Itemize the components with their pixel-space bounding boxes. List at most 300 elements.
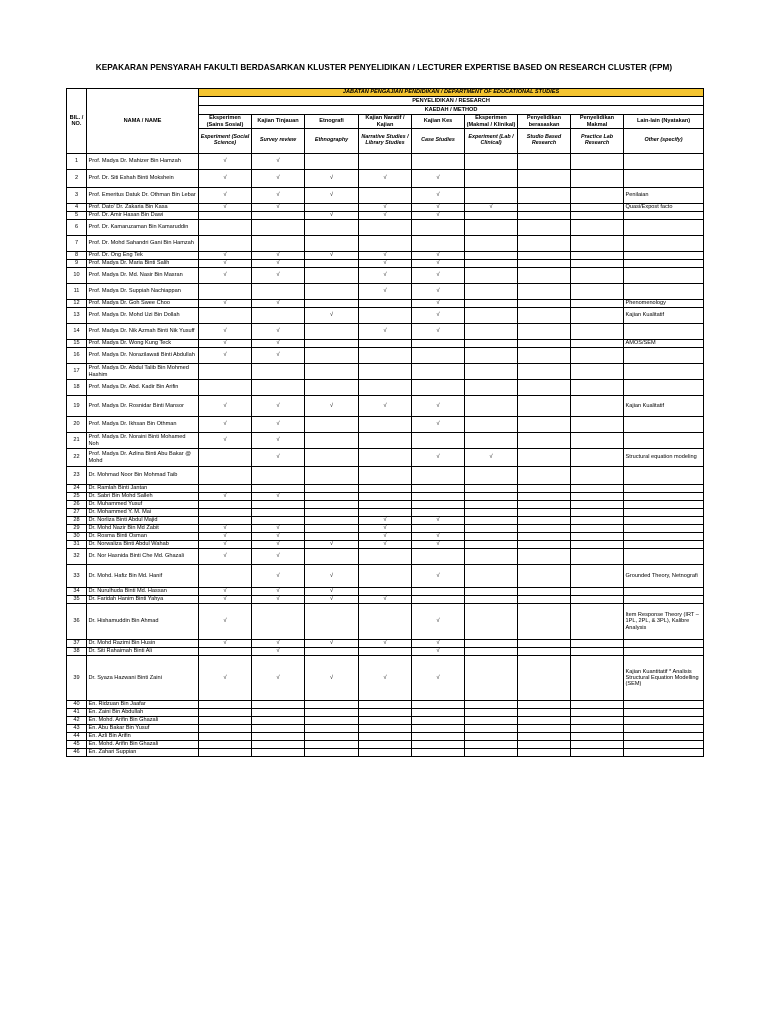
other-method-note xyxy=(624,533,704,541)
method-column-header-en: Other (specify) xyxy=(624,129,704,154)
method-cell xyxy=(571,733,624,741)
table-row xyxy=(67,656,704,701)
method-cell: √ xyxy=(359,533,412,541)
method-cell xyxy=(571,725,624,733)
method-cell: √ xyxy=(412,517,465,525)
method-column-header-en: Ethnography xyxy=(305,129,359,154)
method-cell xyxy=(412,749,465,757)
row-number: 9 xyxy=(67,260,87,268)
method-cell xyxy=(518,565,571,588)
other-method-note xyxy=(624,549,704,565)
lecturer-name: En. Ridzuan Bin Jaafar xyxy=(87,701,199,709)
method-cell xyxy=(571,170,624,188)
method-cell: √ xyxy=(412,541,465,549)
method-cell xyxy=(412,485,465,493)
other-method-note xyxy=(624,268,704,284)
row-number: 17 xyxy=(67,364,87,380)
lecturer-name: Prof. Madya Dr. Goh Swee Choo xyxy=(87,300,199,308)
method-cell xyxy=(412,340,465,348)
method-cell: √ xyxy=(199,588,252,596)
method-cell: √ xyxy=(252,640,305,648)
method-cell xyxy=(518,501,571,509)
other-method-note: Kajian Kualitatif xyxy=(624,396,704,417)
method-cell xyxy=(305,380,359,396)
method-cell xyxy=(518,380,571,396)
method-cell xyxy=(305,485,359,493)
method-cell: √ xyxy=(252,549,305,565)
method-cell xyxy=(305,549,359,565)
row-number: 32 xyxy=(67,549,87,565)
other-method-note xyxy=(624,170,704,188)
method-cell xyxy=(305,709,359,717)
row-number: 8 xyxy=(67,252,87,260)
method-cell xyxy=(518,433,571,449)
method-cell xyxy=(571,236,624,252)
method-cell xyxy=(199,449,252,467)
row-number: 31 xyxy=(67,541,87,549)
other-method-note xyxy=(624,417,704,433)
method-cell: √ xyxy=(252,449,305,467)
method-cell xyxy=(571,525,624,533)
table-row xyxy=(67,640,704,648)
method-cell: √ xyxy=(199,525,252,533)
method-cell: √ xyxy=(305,596,359,604)
method-cell xyxy=(518,588,571,596)
method-cell: √ xyxy=(359,252,412,260)
method-cell xyxy=(571,380,624,396)
lecturer-name: Prof. Madya Dr. Rosnidar Binti Mansor xyxy=(87,396,199,417)
method-cell xyxy=(305,648,359,656)
method-cell xyxy=(359,433,412,449)
lecturer-name: Dr. Nor Hasnida Binti Che Md. Ghazali xyxy=(87,549,199,565)
method-cell xyxy=(305,364,359,380)
lecturer-name: Prof. Madya Dr. Mahizer Bin Hamzah xyxy=(87,154,199,170)
method-column-header: Penyelidikan Makmal xyxy=(571,115,624,129)
row-number: 21 xyxy=(67,433,87,449)
method-cell: √ xyxy=(359,517,412,525)
row-number: 18 xyxy=(67,380,87,396)
method-cell xyxy=(518,236,571,252)
lecturer-name: Prof. Madya Dr. Ikhsan Bin Othman xyxy=(87,417,199,433)
row-number: 26 xyxy=(67,501,87,509)
method-cell xyxy=(412,596,465,604)
method-cell xyxy=(518,596,571,604)
method-cell: √ xyxy=(252,493,305,501)
method-cell xyxy=(252,212,305,220)
method-cell xyxy=(305,340,359,348)
method-cell xyxy=(571,709,624,717)
method-cell xyxy=(465,396,518,417)
method-cell xyxy=(412,220,465,236)
other-method-note xyxy=(624,324,704,340)
method-cell xyxy=(465,701,518,709)
method-column-header: Kajian Kes xyxy=(412,115,465,129)
row-number: 44 xyxy=(67,733,87,741)
method-cell: √ xyxy=(199,154,252,170)
method-cell xyxy=(571,604,624,640)
method-cell: √ xyxy=(305,396,359,417)
method-cell xyxy=(518,212,571,220)
method-cell xyxy=(305,741,359,749)
method-cell xyxy=(359,220,412,236)
method-cell xyxy=(465,541,518,549)
table-row xyxy=(67,541,704,549)
table-row xyxy=(67,300,704,308)
method-cell: √ xyxy=(252,596,305,604)
method-cell xyxy=(199,364,252,380)
method-cell: √ xyxy=(359,541,412,549)
lecturer-name: Dr. Ramlah Binti Jantan xyxy=(87,485,199,493)
method-cell xyxy=(359,501,412,509)
lecturer-name: Dr. Mohmad Noor Bin Mohmad Taib xyxy=(87,467,199,485)
method-cell xyxy=(199,212,252,220)
method-cell: √ xyxy=(412,308,465,324)
method-cell xyxy=(571,396,624,417)
method-cell: √ xyxy=(359,396,412,417)
method-cell: √ xyxy=(199,204,252,212)
method-cell xyxy=(199,308,252,324)
method-cell xyxy=(518,188,571,204)
method-column-header-en: Survey review xyxy=(252,129,305,154)
row-number: 1 xyxy=(67,154,87,170)
method-cell xyxy=(518,284,571,300)
row-number: 22 xyxy=(67,449,87,467)
other-method-note xyxy=(624,717,704,725)
method-cell xyxy=(571,501,624,509)
row-number: 39 xyxy=(67,656,87,701)
method-cell: √ xyxy=(252,656,305,701)
method-cell xyxy=(359,701,412,709)
method-cell xyxy=(252,380,305,396)
method-cell xyxy=(199,284,252,300)
row-number: 46 xyxy=(67,749,87,757)
method-cell xyxy=(305,749,359,757)
table-row xyxy=(67,588,704,596)
other-method-note xyxy=(624,648,704,656)
other-method-note: Penilaian xyxy=(624,188,704,204)
method-cell xyxy=(518,656,571,701)
lecturer-name: En. Zahari Suppian xyxy=(87,749,199,757)
lecturer-name: En. Azli Bin Arifin xyxy=(87,733,199,741)
method-cell: √ xyxy=(252,525,305,533)
method-cell xyxy=(359,733,412,741)
method-cell xyxy=(571,509,624,517)
method-cell xyxy=(571,433,624,449)
table-row xyxy=(67,252,704,260)
method-cell xyxy=(465,236,518,252)
method-cell xyxy=(465,170,518,188)
method-cell xyxy=(571,485,624,493)
table-row xyxy=(67,220,704,236)
lecturer-name: En. Zaini Bin Abdullah xyxy=(87,709,199,717)
other-method-note xyxy=(624,709,704,717)
method-cell xyxy=(359,308,412,324)
method-cell xyxy=(412,741,465,749)
lecturer-name: Prof. Madya Dr. Norazilawati Binti Abdullah xyxy=(87,348,199,364)
method-cell: √ xyxy=(359,212,412,220)
method-cell xyxy=(305,154,359,170)
method-cell xyxy=(465,433,518,449)
method-cell xyxy=(571,220,624,236)
method-cell xyxy=(571,348,624,364)
table-row xyxy=(67,517,704,525)
method-cell: √ xyxy=(252,541,305,549)
method-cell xyxy=(518,604,571,640)
method-cell: √ xyxy=(252,154,305,170)
method-cell xyxy=(252,709,305,717)
other-method-note xyxy=(624,749,704,757)
table-row xyxy=(67,396,704,417)
other-method-note xyxy=(624,725,704,733)
method-cell xyxy=(571,154,624,170)
method-cell: √ xyxy=(359,596,412,604)
lecturer-name: Dr. Siti Rahaimah Binti Ali xyxy=(87,648,199,656)
table-row xyxy=(67,324,704,340)
method-cell xyxy=(518,648,571,656)
method-cell xyxy=(518,417,571,433)
method-cell: √ xyxy=(252,533,305,541)
method-column-header: Eksperimen (Makmal / Klinikal) xyxy=(465,115,518,129)
method-cell: √ xyxy=(199,324,252,340)
method-column-header: Lain-lain (Nyatakan) xyxy=(624,115,704,129)
row-number: 40 xyxy=(67,701,87,709)
method-cell xyxy=(305,493,359,501)
expertise-table xyxy=(66,88,704,757)
method-cell xyxy=(252,733,305,741)
method-cell xyxy=(305,417,359,433)
method-cell: √ xyxy=(252,433,305,449)
method-cell xyxy=(518,741,571,749)
table-row xyxy=(67,725,704,733)
method-cell xyxy=(518,725,571,733)
method-cell xyxy=(465,741,518,749)
method-cell: √ xyxy=(199,656,252,701)
method-cell xyxy=(571,417,624,433)
row-number: 45 xyxy=(67,741,87,749)
method-cell: √ xyxy=(305,252,359,260)
method-cell xyxy=(305,300,359,308)
method-cell xyxy=(465,380,518,396)
method-cell: √ xyxy=(359,324,412,340)
lecturer-name: Dr. Mohammed Y. M. Mai xyxy=(87,509,199,517)
table-row xyxy=(67,212,704,220)
method-column-header: Eksperimen (Sains Sosial) xyxy=(199,115,252,129)
method-cell xyxy=(305,268,359,284)
table-row xyxy=(67,467,704,485)
method-cell xyxy=(518,260,571,268)
method-cell: √ xyxy=(199,640,252,648)
row-number: 6 xyxy=(67,220,87,236)
method-cell xyxy=(465,154,518,170)
method-cell xyxy=(199,709,252,717)
method-cell: √ xyxy=(359,525,412,533)
table-row xyxy=(67,509,704,517)
method-cell xyxy=(412,701,465,709)
method-cell: √ xyxy=(252,588,305,596)
method-cell xyxy=(518,533,571,541)
method-cell xyxy=(412,525,465,533)
method-cell: √ xyxy=(359,656,412,701)
method-cell: √ xyxy=(465,449,518,467)
method-cell: √ xyxy=(412,417,465,433)
table-row xyxy=(67,648,704,656)
table-row xyxy=(67,204,704,212)
lecturer-name: Prof. Madya Dr. Nik Azmah Binti Nik Yusuff xyxy=(87,324,199,340)
row-number: 23 xyxy=(67,467,87,485)
method-cell xyxy=(518,709,571,717)
table-row xyxy=(67,701,704,709)
method-cell xyxy=(571,533,624,541)
method-cell xyxy=(412,509,465,517)
method-cell xyxy=(465,749,518,757)
other-method-note xyxy=(624,741,704,749)
table-row xyxy=(67,260,704,268)
method-column-header: Kajian Naratif / Kajian xyxy=(359,115,412,129)
other-method-note xyxy=(624,236,704,252)
method-cell xyxy=(518,549,571,565)
method-cell xyxy=(518,308,571,324)
method-cell xyxy=(252,701,305,709)
method-cell: √ xyxy=(199,596,252,604)
row-number: 16 xyxy=(67,348,87,364)
lecturer-name: Dr. Syaza Hazwani Binti Zaini xyxy=(87,656,199,701)
other-method-note: Structural equation modeling xyxy=(624,449,704,467)
method-cell xyxy=(465,517,518,525)
row-number: 3 xyxy=(67,188,87,204)
method-cell xyxy=(252,467,305,485)
method-cell: √ xyxy=(252,268,305,284)
row-number: 27 xyxy=(67,509,87,517)
other-method-note xyxy=(624,284,704,300)
method-cell: √ xyxy=(465,204,518,212)
row-number: 24 xyxy=(67,485,87,493)
row-number: 19 xyxy=(67,396,87,417)
row-number: 42 xyxy=(67,717,87,725)
method-cell xyxy=(518,364,571,380)
method-cell: √ xyxy=(199,268,252,284)
lecturer-name: Dr. Norwaliza Binti Abdul Wahab xyxy=(87,541,199,549)
table-row xyxy=(67,433,704,449)
method-cell: √ xyxy=(412,648,465,656)
method-cell xyxy=(518,348,571,364)
method-cell xyxy=(571,656,624,701)
method-cell xyxy=(359,588,412,596)
row-number: 7 xyxy=(67,236,87,252)
method-cell: √ xyxy=(412,170,465,188)
method-cell xyxy=(199,741,252,749)
method-cell: √ xyxy=(305,170,359,188)
method-cell: √ xyxy=(412,533,465,541)
method-cell xyxy=(571,717,624,725)
method-cell xyxy=(359,449,412,467)
row-number: 15 xyxy=(67,340,87,348)
method-cell xyxy=(571,340,624,348)
method-cell xyxy=(465,467,518,485)
other-method-note xyxy=(624,212,704,220)
lecturer-name: Dr. Hishamuddin Bin Ahmad xyxy=(87,604,199,640)
method-cell xyxy=(199,220,252,236)
lecturer-name: Dr. Rosma Binti Osman xyxy=(87,533,199,541)
method-cell xyxy=(359,717,412,725)
row-number: 34 xyxy=(67,588,87,596)
method-cell: √ xyxy=(305,640,359,648)
table-row xyxy=(67,565,704,588)
method-cell: √ xyxy=(199,493,252,501)
method-cell: √ xyxy=(412,268,465,284)
method-column-header-en: Narrative Studies / Library Studies xyxy=(359,129,412,154)
method-cell xyxy=(305,220,359,236)
method-cell xyxy=(465,220,518,236)
method-cell: √ xyxy=(199,396,252,417)
table-row xyxy=(67,741,704,749)
method-cell xyxy=(199,733,252,741)
method-cell: √ xyxy=(359,268,412,284)
method-cell xyxy=(465,348,518,364)
method-cell xyxy=(518,300,571,308)
method-cell: √ xyxy=(199,549,252,565)
method-cell xyxy=(305,509,359,517)
row-number: 36 xyxy=(67,604,87,640)
method-cell xyxy=(199,725,252,733)
method-cell xyxy=(359,348,412,364)
method-cell xyxy=(412,725,465,733)
method-cell xyxy=(359,236,412,252)
method-cell xyxy=(199,501,252,509)
method-cell xyxy=(465,596,518,604)
row-number: 2 xyxy=(67,170,87,188)
lecturer-name: Prof. Dr. Amir Hasan Bin Dawi xyxy=(87,212,199,220)
method-cell xyxy=(252,364,305,380)
method-cell xyxy=(305,236,359,252)
method-cell xyxy=(518,220,571,236)
method-cell: √ xyxy=(359,170,412,188)
method-cell xyxy=(465,188,518,204)
method-cell xyxy=(571,300,624,308)
row-number: 41 xyxy=(67,709,87,717)
other-method-note xyxy=(624,364,704,380)
method-cell xyxy=(571,588,624,596)
lecturer-name: Dr. Norliza Binti Abdul Majid xyxy=(87,517,199,525)
method-cell xyxy=(571,701,624,709)
method-cell: √ xyxy=(199,188,252,204)
method-cell xyxy=(252,284,305,300)
method-cell xyxy=(359,509,412,517)
method-cell: √ xyxy=(412,284,465,300)
method-cell xyxy=(359,725,412,733)
method-cell: √ xyxy=(252,300,305,308)
method-column-header: Kajian Tinjauan xyxy=(252,115,305,129)
lecturer-name: Dr. Nurulhuda Binti Md. Hassan xyxy=(87,588,199,596)
method-cell: √ xyxy=(305,541,359,549)
method-cell xyxy=(465,252,518,260)
method-cell xyxy=(518,204,571,212)
method-cell xyxy=(465,604,518,640)
method-column-header-en: Experiment (Lab / Clinical) xyxy=(465,129,518,154)
other-method-note: AMOS/SEM xyxy=(624,340,704,348)
method-cell: √ xyxy=(199,300,252,308)
method-cell xyxy=(465,656,518,701)
table-row xyxy=(67,549,704,565)
method-cell: √ xyxy=(412,565,465,588)
method-cell: √ xyxy=(412,300,465,308)
method-cell xyxy=(465,284,518,300)
method-cell: √ xyxy=(305,188,359,204)
method-cell xyxy=(412,236,465,252)
method-cell xyxy=(571,252,624,260)
other-method-note xyxy=(624,485,704,493)
method-cell xyxy=(571,640,624,648)
row-number: 20 xyxy=(67,417,87,433)
